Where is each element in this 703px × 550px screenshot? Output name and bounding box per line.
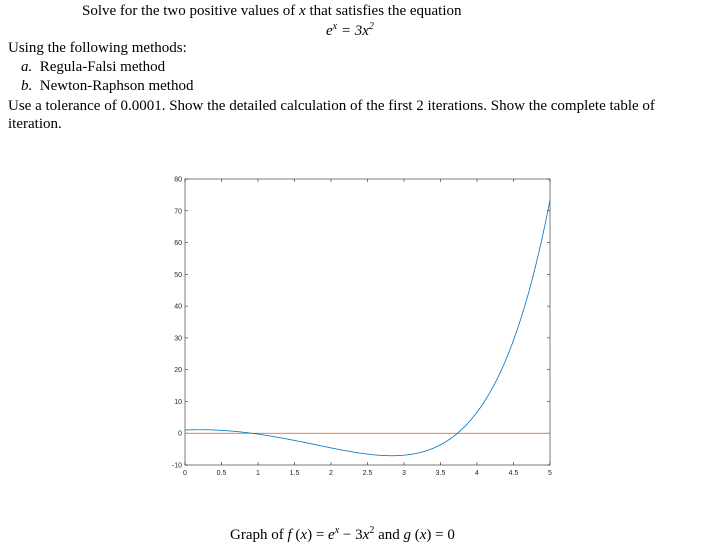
x-tick-label: 5	[548, 470, 552, 477]
plot-area	[185, 179, 550, 465]
x-tick-label: 4.5	[508, 470, 519, 477]
x-tick-label: 1.5	[289, 470, 300, 477]
method-marker: b.	[21, 78, 33, 94]
x-tick-label: 0	[183, 470, 187, 477]
x-tick-label: 4	[475, 470, 479, 477]
y-tick-label: 0	[178, 430, 182, 438]
x-tick-label: 2	[329, 470, 333, 477]
x-tick-label: 0.5	[216, 470, 227, 477]
chart-caption: Graph of f $(x) = e^x - 3x^2$ and g (x) = 0	[230, 525, 455, 543]
y-tick-label: 70	[174, 208, 182, 216]
y-tick-label: 30	[174, 335, 182, 343]
methods-intro: Using the following methods:	[8, 40, 187, 56]
y-tick-label: 20	[174, 367, 182, 375]
x-tick-label: 3	[402, 470, 406, 477]
y-tick-label: 10	[174, 398, 182, 406]
y-tick-label: 40	[174, 303, 182, 311]
title-variable: x	[299, 3, 306, 19]
x-tick-label: 2.5	[362, 470, 373, 477]
y-tick-label: 50	[174, 271, 182, 279]
method-marker: a.	[21, 59, 33, 75]
x-tick-label: 3.5	[435, 470, 446, 477]
equation: $e^x = 3x^2$	[326, 21, 374, 39]
title-part-2: that satisfies the equation	[305, 3, 462, 19]
y-tick-label: 80	[174, 176, 182, 184]
y-tick-label: 60	[174, 240, 182, 248]
x-tick-label: 1	[256, 470, 260, 477]
y-tick-label: -10	[171, 462, 182, 470]
instructions: Use a tolerance of 0.0001. Show the detailed calculation of the first 2 iterations. Show the complete table of iteration.	[8, 98, 655, 132]
method-label: Newton-Raphson method	[39, 78, 194, 94]
method-label: Regula-Falsi method	[39, 59, 166, 75]
title-part-1: Solve for the two positive values of	[82, 3, 300, 19]
